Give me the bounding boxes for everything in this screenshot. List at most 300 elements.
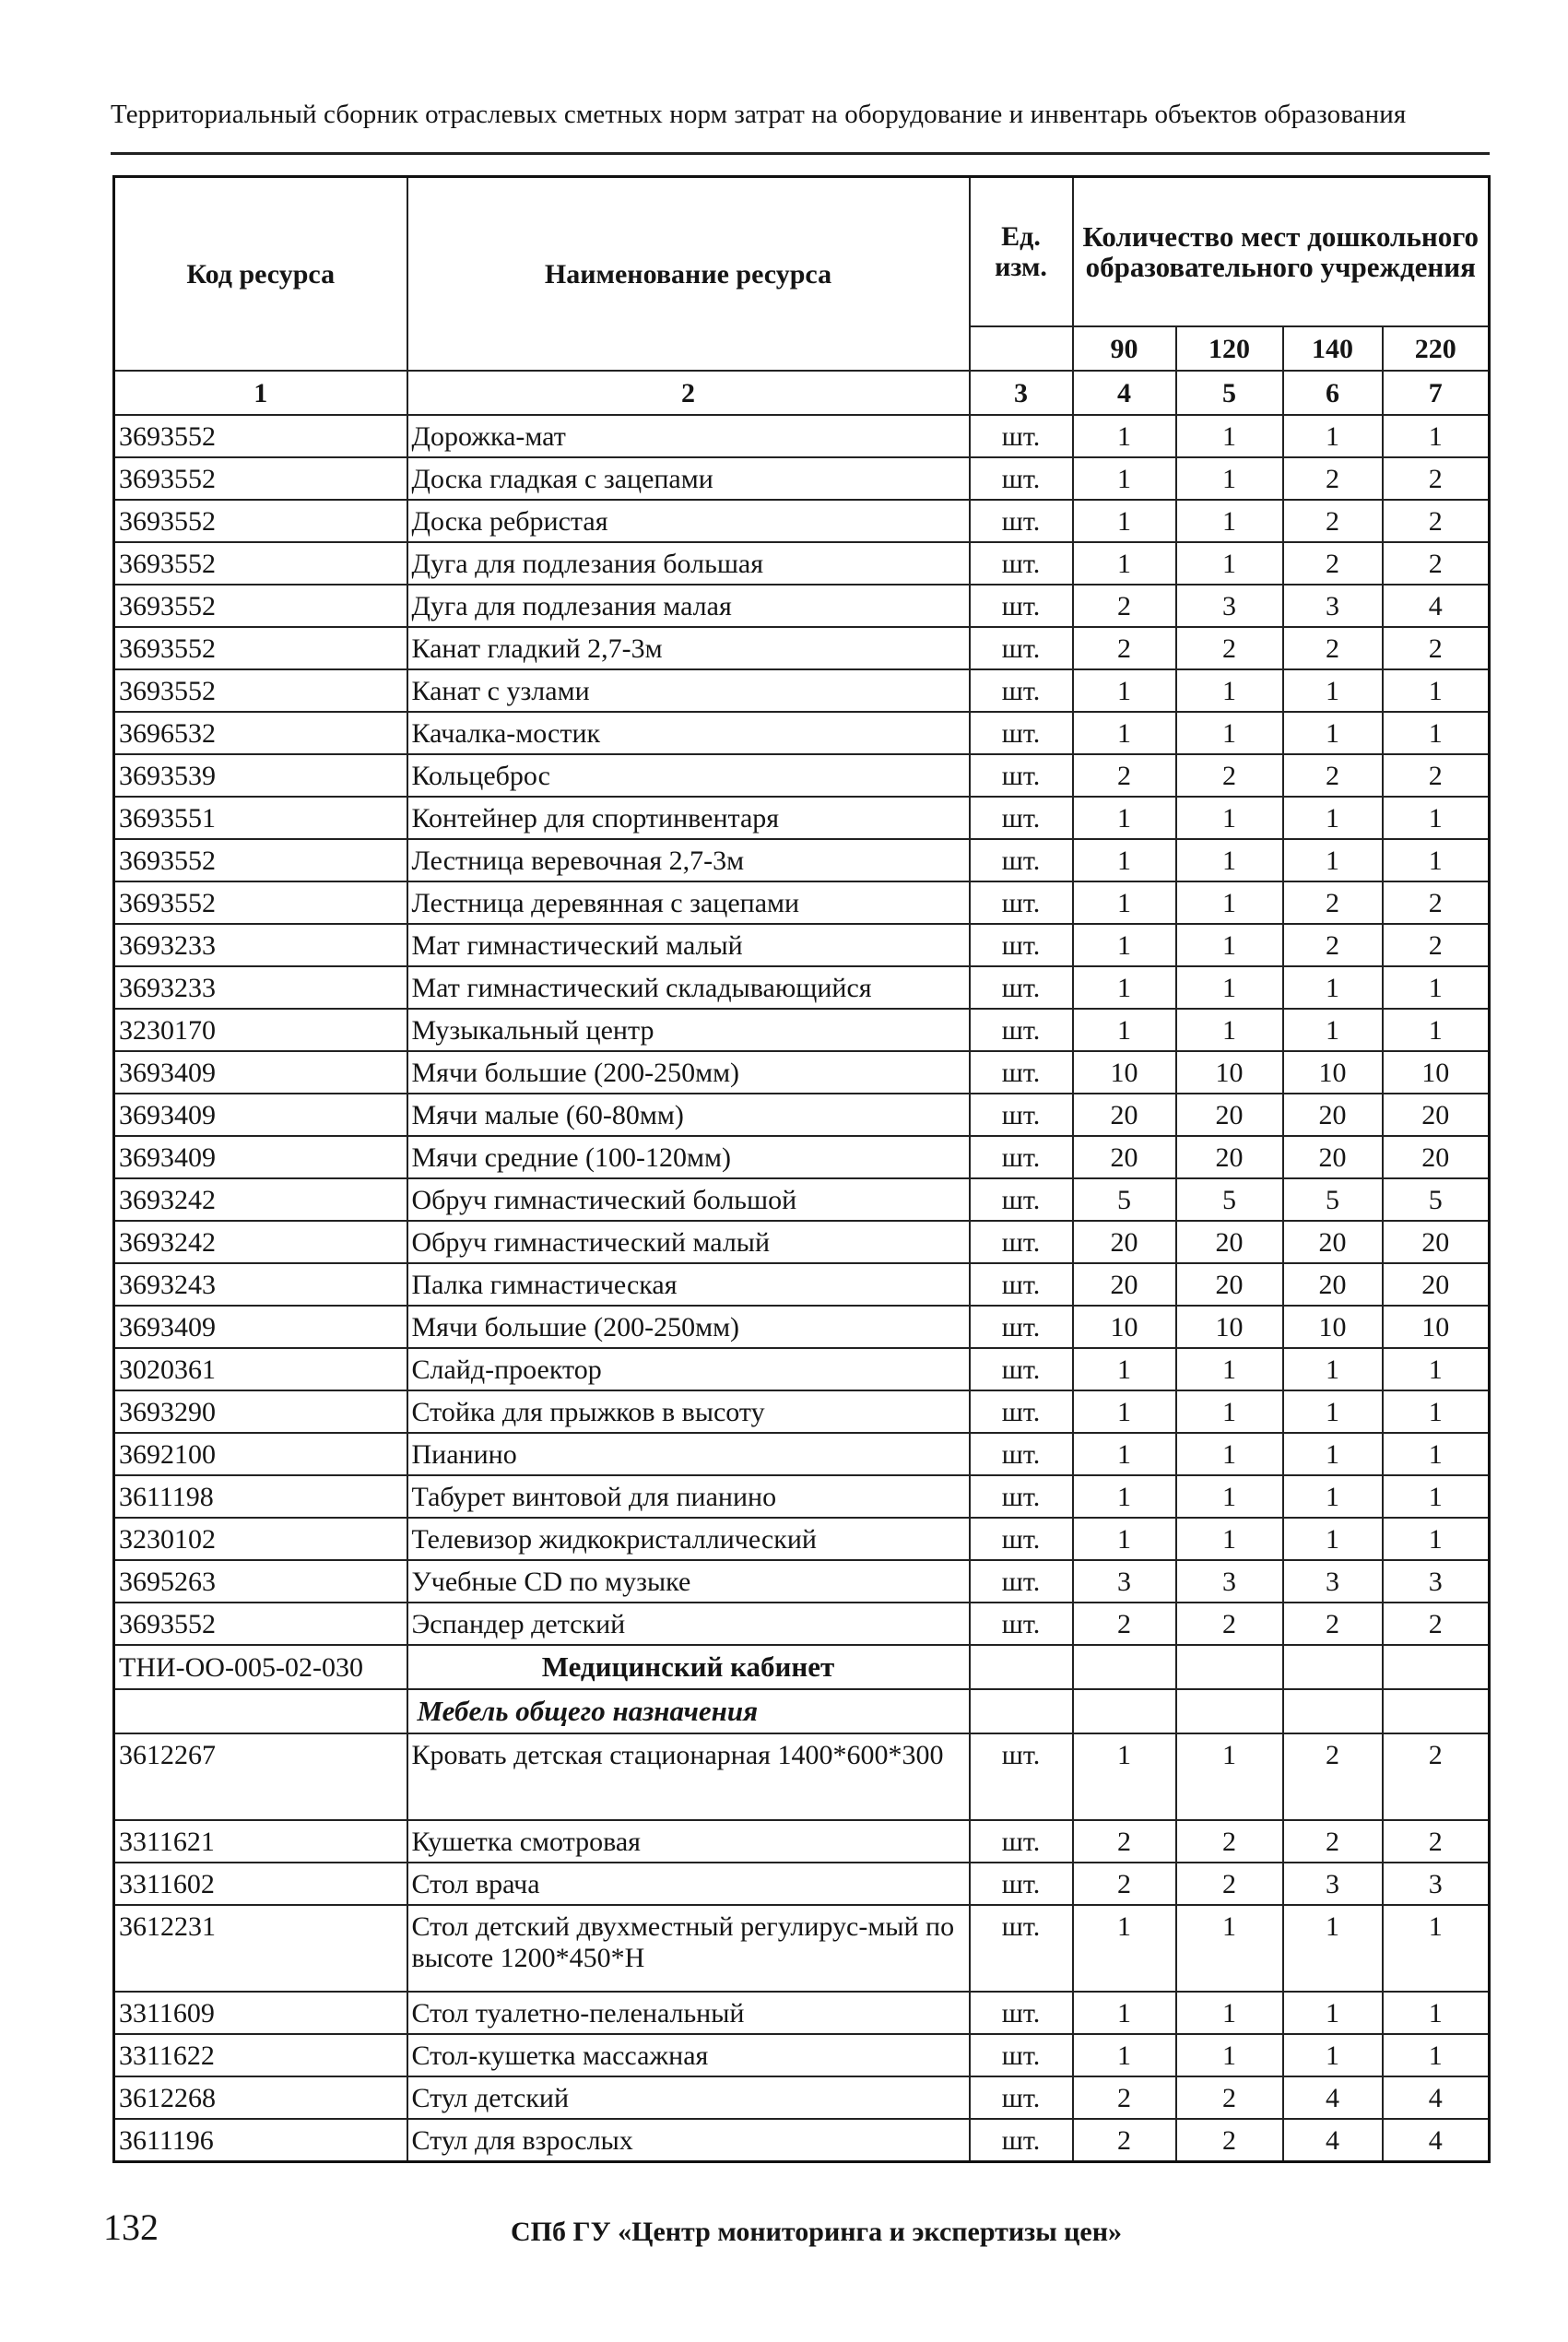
quantity-cell: 1 xyxy=(1073,839,1176,881)
quantity-cell: 2 xyxy=(1383,754,1490,797)
resource-code: 3693539 xyxy=(114,754,407,797)
quantity-cell: 1 xyxy=(1073,1992,1176,2034)
quantity-cell: 1 xyxy=(1176,542,1283,585)
quantity-cell: 2 xyxy=(1283,924,1383,966)
quantity-cell: 20 xyxy=(1283,1263,1383,1306)
column-number: 6 xyxy=(1283,371,1383,415)
quantity-cell: 2 xyxy=(1176,2076,1283,2119)
resource-name: Обруч гимнастический большой xyxy=(407,1178,970,1221)
quantity-cell: 1 xyxy=(1383,1390,1490,1433)
resource-code: 3693552 xyxy=(114,881,407,924)
quantity-cell: 1 xyxy=(1073,542,1176,585)
section-row xyxy=(114,1645,1490,1689)
quantity-cell: 2 xyxy=(1383,542,1490,585)
table-row xyxy=(114,712,1490,754)
resource-name: Табурет винтовой для пианино xyxy=(407,1475,970,1518)
unit: шт. xyxy=(970,1306,1073,1348)
resource-name: Стойка для прыжков в высоту xyxy=(407,1390,970,1433)
quantity-cell: 1 xyxy=(1073,1518,1176,1560)
resource-name: Канат гладкий 2,7-3м xyxy=(407,627,970,669)
table-row xyxy=(114,457,1490,500)
quantity-cell: 1 xyxy=(1383,2034,1490,2076)
quantity-cell: 2 xyxy=(1176,1603,1283,1645)
table-row xyxy=(114,1518,1490,1560)
resource-name: Музыкальный центр xyxy=(407,1009,970,1051)
unit: шт. xyxy=(970,542,1073,585)
quantity-cell: 1 xyxy=(1073,457,1176,500)
quantity-cell: 10 xyxy=(1383,1306,1490,1348)
resource-name: Мячи большие (200-250мм) xyxy=(407,1306,970,1348)
quantity-cell: 1 xyxy=(1383,1475,1490,1518)
empty-cell xyxy=(114,1689,407,1733)
quantity-cell: 20 xyxy=(1073,1221,1176,1263)
quantity-cell: 20 xyxy=(1283,1094,1383,1136)
resource-name: Стол врача xyxy=(407,1863,970,1905)
empty-cell xyxy=(1073,1645,1176,1689)
quantity-cell: 1 xyxy=(1383,1992,1490,2034)
quantity-cell: 2 xyxy=(1383,924,1490,966)
table-body-section xyxy=(114,1645,1490,1733)
unit: шт. xyxy=(970,966,1073,1009)
quantity-cell: 1 xyxy=(1176,500,1283,542)
quantity-cell: 1 xyxy=(1176,1475,1283,1518)
column-number: 2 xyxy=(407,371,970,415)
quantity-cell: 20 xyxy=(1073,1263,1176,1306)
table-row xyxy=(114,1905,1490,1992)
table-row xyxy=(114,1094,1490,1136)
quantity-cell: 2 xyxy=(1073,1863,1176,1905)
resource-code: 3693233 xyxy=(114,966,407,1009)
quantity-cell: 2 xyxy=(1176,627,1283,669)
unit: шт. xyxy=(970,1009,1073,1051)
resource-code: 3693233 xyxy=(114,924,407,966)
quantity-cell: 1 xyxy=(1073,1433,1176,1475)
resource-name: Контейнер для спортинвентаря xyxy=(407,797,970,839)
table-row xyxy=(114,924,1490,966)
table-row xyxy=(114,881,1490,924)
quantity-cell: 1 xyxy=(1283,1475,1383,1518)
unit: шт. xyxy=(970,881,1073,924)
quantity-cell: 1 xyxy=(1176,839,1283,881)
resource-code: 3693552 xyxy=(114,457,407,500)
quantity-cell: 5 xyxy=(1383,1178,1490,1221)
resource-name: Палка гимнастическая xyxy=(407,1263,970,1306)
quantity-cell: 1 xyxy=(1383,1348,1490,1390)
header-code: Код ресурса xyxy=(114,177,407,372)
unit: шт. xyxy=(970,627,1073,669)
quantity-cell: 1 xyxy=(1176,881,1283,924)
table-row xyxy=(114,1051,1490,1094)
table-row xyxy=(114,1733,1490,1820)
unit: шт. xyxy=(970,1475,1073,1518)
resource-code: 3693409 xyxy=(114,1306,407,1348)
table-row xyxy=(114,1263,1490,1306)
subsection-row xyxy=(114,1689,1490,1733)
resource-name: Эспандер детский xyxy=(407,1603,970,1645)
column-number: 4 xyxy=(1073,371,1176,415)
resource-name: Качалка-мостик xyxy=(407,712,970,754)
column-number: 1 xyxy=(114,371,407,415)
table-row xyxy=(114,669,1490,712)
resource-name: Стол туалетно-пеленальный xyxy=(407,1992,970,2034)
unit: шт. xyxy=(970,2076,1073,2119)
quantity-cell: 1 xyxy=(1383,966,1490,1009)
quantity-cell: 1 xyxy=(1073,881,1176,924)
header-unit-blank xyxy=(970,326,1073,371)
unit: шт. xyxy=(970,1051,1073,1094)
table-row xyxy=(114,1348,1490,1390)
unit: шт. xyxy=(970,924,1073,966)
table-row xyxy=(114,1433,1490,1475)
resource-code: 3230170 xyxy=(114,1009,407,1051)
quantity-cell: 1 xyxy=(1383,1433,1490,1475)
unit: шт. xyxy=(970,415,1073,457)
resource-code: 3311609 xyxy=(114,1992,407,2034)
empty-cell xyxy=(1383,1645,1490,1689)
quantity-cell: 1 xyxy=(1283,839,1383,881)
table-row xyxy=(114,1863,1490,1905)
quantity-cell: 1 xyxy=(1176,669,1283,712)
table-row xyxy=(114,1820,1490,1863)
table-row xyxy=(114,966,1490,1009)
quantity-cell: 1 xyxy=(1073,1390,1176,1433)
resource-name: Канат с узлами xyxy=(407,669,970,712)
quantity-cell: 4 xyxy=(1383,585,1490,627)
quantity-cell: 10 xyxy=(1073,1306,1176,1348)
quantity-cell: 4 xyxy=(1383,2119,1490,2162)
quantity-cell: 20 xyxy=(1383,1263,1490,1306)
quantity-cell: 1 xyxy=(1176,1733,1283,1820)
table-row xyxy=(114,2034,1490,2076)
unit: шт. xyxy=(970,712,1073,754)
table-row xyxy=(114,585,1490,627)
unit: шт. xyxy=(970,1136,1073,1178)
quantity-cell: 1 xyxy=(1176,1992,1283,2034)
quantity-cell: 1 xyxy=(1283,1905,1383,1992)
quantity-cell: 2 xyxy=(1073,1603,1176,1645)
empty-cell xyxy=(1383,1689,1490,1733)
table-row xyxy=(114,797,1490,839)
quantity-cell: 20 xyxy=(1383,1221,1490,1263)
resource-name: Мячи большие (200-250мм) xyxy=(407,1051,970,1094)
quantity-cell: 1 xyxy=(1383,1518,1490,1560)
table-row xyxy=(114,415,1490,457)
quantity-cell: 1 xyxy=(1176,1348,1283,1390)
unit: шт. xyxy=(970,457,1073,500)
resource-name: Кровать детская стационарная 1400*600*300 xyxy=(407,1733,970,1820)
quantity-cell: 1 xyxy=(1383,797,1490,839)
footer-organization: СПб ГУ «Центр мониторинга и экспертизы цен» xyxy=(511,2217,1123,2247)
quantity-cell: 1 xyxy=(1176,966,1283,1009)
resource-code: 3020361 xyxy=(114,1348,407,1390)
resource-name: Мячи малые (60-80мм) xyxy=(407,1094,970,1136)
quantity-cell: 2 xyxy=(1073,754,1176,797)
table-row xyxy=(114,1136,1490,1178)
quantity-cell: 1 xyxy=(1176,712,1283,754)
resource-code: 3693552 xyxy=(114,542,407,585)
unit: шт. xyxy=(970,1992,1073,2034)
quantity-cell: 2 xyxy=(1073,627,1176,669)
quantity-cell: 3 xyxy=(1283,585,1383,627)
quantity-cell: 20 xyxy=(1176,1094,1283,1136)
quantity-cell: 1 xyxy=(1073,1733,1176,1820)
quantity-cell: 1 xyxy=(1383,1905,1490,1992)
table-row xyxy=(114,2119,1490,2162)
section-title: Медицинский кабинет xyxy=(407,1645,970,1689)
unit: шт. xyxy=(970,1863,1073,1905)
quantity-cell: 1 xyxy=(1073,669,1176,712)
header-capacity: 120 xyxy=(1176,326,1283,371)
unit: шт. xyxy=(970,1094,1073,1136)
quantity-cell: 2 xyxy=(1383,457,1490,500)
table-row xyxy=(114,500,1490,542)
resource-name: Мат гимнастический складывающийся xyxy=(407,966,970,1009)
resource-code: 3693552 xyxy=(114,839,407,881)
quantity-cell: 3 xyxy=(1283,1863,1383,1905)
table-row xyxy=(114,627,1490,669)
quantity-cell: 4 xyxy=(1283,2076,1383,2119)
unit: шт. xyxy=(970,1518,1073,1560)
quantity-cell: 3 xyxy=(1073,1560,1176,1603)
unit: шт. xyxy=(970,1221,1073,1263)
quantity-cell: 2 xyxy=(1383,881,1490,924)
resource-name: Пианино xyxy=(407,1433,970,1475)
quantity-cell: 1 xyxy=(1176,1518,1283,1560)
resource-name: Кольцеброс xyxy=(407,754,970,797)
quantity-cell: 2 xyxy=(1383,1820,1490,1863)
quantity-cell: 1 xyxy=(1073,1009,1176,1051)
quantity-cell: 2 xyxy=(1176,2119,1283,2162)
quantity-cell: 1 xyxy=(1283,797,1383,839)
resource-name: Стул для взрослых xyxy=(407,2119,970,2162)
quantity-cell: 1 xyxy=(1073,924,1176,966)
quantity-cell: 5 xyxy=(1283,1178,1383,1221)
quantity-cell: 1 xyxy=(1073,415,1176,457)
unit: шт. xyxy=(970,1178,1073,1221)
quantity-cell: 1 xyxy=(1283,1433,1383,1475)
quantity-cell: 2 xyxy=(1283,1733,1383,1820)
quantity-cell: 5 xyxy=(1073,1178,1176,1221)
quantity-cell: 1 xyxy=(1176,2034,1283,2076)
quantity-cell: 2 xyxy=(1383,627,1490,669)
unit: шт. xyxy=(970,585,1073,627)
quantity-cell: 2 xyxy=(1176,1820,1283,1863)
resource-name: Учебные CD по музыке xyxy=(407,1560,970,1603)
quantity-cell: 1 xyxy=(1176,457,1283,500)
resource-code: 3693242 xyxy=(114,1178,407,1221)
header-name: Наименование ресурса xyxy=(407,177,970,372)
quantity-cell: 2 xyxy=(1283,1820,1383,1863)
quantity-cell: 4 xyxy=(1283,2119,1383,2162)
unit: шт. xyxy=(970,1733,1073,1820)
quantity-cell: 2 xyxy=(1283,1603,1383,1645)
quantity-cell: 1 xyxy=(1283,712,1383,754)
quantity-cell: 2 xyxy=(1283,500,1383,542)
table-row xyxy=(114,1178,1490,1221)
resource-code: 3611198 xyxy=(114,1475,407,1518)
quantity-cell: 10 xyxy=(1073,1051,1176,1094)
empty-cell xyxy=(1176,1645,1283,1689)
quantity-cell: 4 xyxy=(1383,2076,1490,2119)
quantity-cell: 2 xyxy=(1283,754,1383,797)
resource-code: 3311622 xyxy=(114,2034,407,2076)
unit: шт. xyxy=(970,2119,1073,2162)
quantity-cell: 3 xyxy=(1383,1863,1490,1905)
resource-code: 3693409 xyxy=(114,1094,407,1136)
unit: шт. xyxy=(970,839,1073,881)
quantity-cell: 1 xyxy=(1383,1009,1490,1051)
table-row xyxy=(114,1221,1490,1263)
quantity-cell: 10 xyxy=(1176,1306,1283,1348)
empty-cell xyxy=(970,1645,1073,1689)
quantity-cell: 1 xyxy=(1383,712,1490,754)
table-row xyxy=(114,2076,1490,2119)
quantity-cell: 20 xyxy=(1073,1136,1176,1178)
table-body-equipment xyxy=(114,415,1490,1645)
norms-table xyxy=(112,175,1491,2163)
unit: шт. xyxy=(970,1820,1073,1863)
unit: шт. xyxy=(970,1263,1073,1306)
empty-cell xyxy=(1283,1689,1383,1733)
quantity-cell: 20 xyxy=(1283,1136,1383,1178)
empty-cell xyxy=(1073,1689,1176,1733)
header-rule xyxy=(111,152,1490,155)
quantity-cell: 2 xyxy=(1383,1733,1490,1820)
resource-name: Лестница деревянная с зацепами xyxy=(407,881,970,924)
resource-code: 3693290 xyxy=(114,1390,407,1433)
quantity-cell: 1 xyxy=(1283,1518,1383,1560)
unit: шт. xyxy=(970,1348,1073,1390)
resource-name: Стул детский xyxy=(407,2076,970,2119)
quantity-cell: 3 xyxy=(1176,1560,1283,1603)
resource-name: Мат гимнастический малый xyxy=(407,924,970,966)
header-unit: Ед. изм. xyxy=(970,177,1073,327)
table-row xyxy=(114,542,1490,585)
resource-code: 3693552 xyxy=(114,669,407,712)
quantity-cell: 1 xyxy=(1073,1905,1176,1992)
unit: шт. xyxy=(970,500,1073,542)
unit: шт. xyxy=(970,669,1073,712)
quantity-cell: 5 xyxy=(1176,1178,1283,1221)
quantity-cell: 1 xyxy=(1283,1348,1383,1390)
quantity-cell: 1 xyxy=(1383,669,1490,712)
quantity-cell: 2 xyxy=(1283,457,1383,500)
resource-code: 3693551 xyxy=(114,797,407,839)
resource-name: Стол-кушетка массажная xyxy=(407,2034,970,2076)
resource-name: Обруч гимнастический малый xyxy=(407,1221,970,1263)
quantity-cell: 1 xyxy=(1176,1905,1283,1992)
header-capacity: 140 xyxy=(1283,326,1383,371)
quantity-cell: 1 xyxy=(1283,1390,1383,1433)
header-capacity: 90 xyxy=(1073,326,1176,371)
column-number: 3 xyxy=(970,371,1073,415)
resource-name: Кушетка смотровая xyxy=(407,1820,970,1863)
resource-code: 3696532 xyxy=(114,712,407,754)
quantity-cell: 3 xyxy=(1383,1560,1490,1603)
table-row xyxy=(114,1992,1490,2034)
resource-code: 3612267 xyxy=(114,1733,407,1820)
resource-name: Дуга для подлезания большая xyxy=(407,542,970,585)
quantity-cell: 1 xyxy=(1283,2034,1383,2076)
quantity-cell: 20 xyxy=(1176,1136,1283,1178)
quantity-cell: 1 xyxy=(1383,839,1490,881)
unit: шт. xyxy=(970,1603,1073,1645)
table-row xyxy=(114,1560,1490,1603)
quantity-cell: 1 xyxy=(1176,797,1283,839)
quantity-cell: 20 xyxy=(1073,1094,1176,1136)
resource-code: 3612268 xyxy=(114,2076,407,2119)
quantity-cell: 2 xyxy=(1073,585,1176,627)
quantity-cell: 1 xyxy=(1283,1009,1383,1051)
quantity-cell: 2 xyxy=(1383,1603,1490,1645)
quantity-cell: 2 xyxy=(1283,542,1383,585)
quantity-cell: 2 xyxy=(1283,881,1383,924)
quantity-cell: 1 xyxy=(1073,1348,1176,1390)
resource-code: 3695263 xyxy=(114,1560,407,1603)
subsection-title: Мебель общего назначения xyxy=(407,1689,970,1733)
resource-name: Дуга для подлезания малая xyxy=(407,585,970,627)
quantity-cell: 1 xyxy=(1383,415,1490,457)
unit: шт. xyxy=(970,1390,1073,1433)
quantity-cell: 2 xyxy=(1176,754,1283,797)
quantity-cell: 1 xyxy=(1176,1390,1283,1433)
quantity-cell: 1 xyxy=(1176,1009,1283,1051)
page-number: 132 xyxy=(103,2206,159,2248)
quantity-cell: 1 xyxy=(1073,966,1176,1009)
quantity-cell: 1 xyxy=(1176,1433,1283,1475)
column-number: 5 xyxy=(1176,371,1283,415)
quantity-cell: 10 xyxy=(1283,1051,1383,1094)
resource-name: Дорожка-мат xyxy=(407,415,970,457)
table-row xyxy=(114,839,1490,881)
unit: шт. xyxy=(970,1560,1073,1603)
resource-code: 3693552 xyxy=(114,585,407,627)
resource-name: Доска ребристая xyxy=(407,500,970,542)
header-quantity-group: Количество мест дошкольного образовательного учреждения xyxy=(1073,177,1490,327)
quantity-cell: 1 xyxy=(1073,712,1176,754)
table-row xyxy=(114,1390,1490,1433)
resource-name: Стол детский двухместный регулирус-мый по высоте 1200*450*Н xyxy=(407,1905,970,1992)
resource-code: 3693552 xyxy=(114,500,407,542)
resource-code: 3693242 xyxy=(114,1221,407,1263)
empty-cell xyxy=(970,1689,1073,1733)
unit: шт. xyxy=(970,2034,1073,2076)
running-header: Территориальный сборник отраслевых сметных норм затрат на оборудование и инвентарь объектов образования xyxy=(111,100,1407,129)
unit: шт. xyxy=(970,1433,1073,1475)
resource-code: 3693409 xyxy=(114,1051,407,1094)
quantity-cell: 1 xyxy=(1283,966,1383,1009)
quantity-cell: 10 xyxy=(1383,1051,1490,1094)
resource-code: 3692100 xyxy=(114,1433,407,1475)
resource-code: 3693409 xyxy=(114,1136,407,1178)
resource-name: Доска гладкая с зацепами xyxy=(407,457,970,500)
quantity-cell: 1 xyxy=(1073,500,1176,542)
quantity-cell: 1 xyxy=(1176,415,1283,457)
table-row xyxy=(114,1009,1490,1051)
quantity-cell: 20 xyxy=(1176,1263,1283,1306)
resource-name: Мячи средние (100-120мм) xyxy=(407,1136,970,1178)
resource-code: 3693552 xyxy=(114,627,407,669)
quantity-cell: 2 xyxy=(1176,1863,1283,1905)
resource-name: Слайд-проектор xyxy=(407,1348,970,1390)
quantity-cell: 2 xyxy=(1073,2119,1176,2162)
unit: шт. xyxy=(970,1905,1073,1992)
quantity-cell: 1 xyxy=(1283,415,1383,457)
resource-code: 3612231 xyxy=(114,1905,407,1992)
section-code: ТНИ-ОО-005-02-030 xyxy=(114,1645,407,1689)
resource-code: 3693243 xyxy=(114,1263,407,1306)
resource-name: Телевизор жидкокристаллический xyxy=(407,1518,970,1560)
